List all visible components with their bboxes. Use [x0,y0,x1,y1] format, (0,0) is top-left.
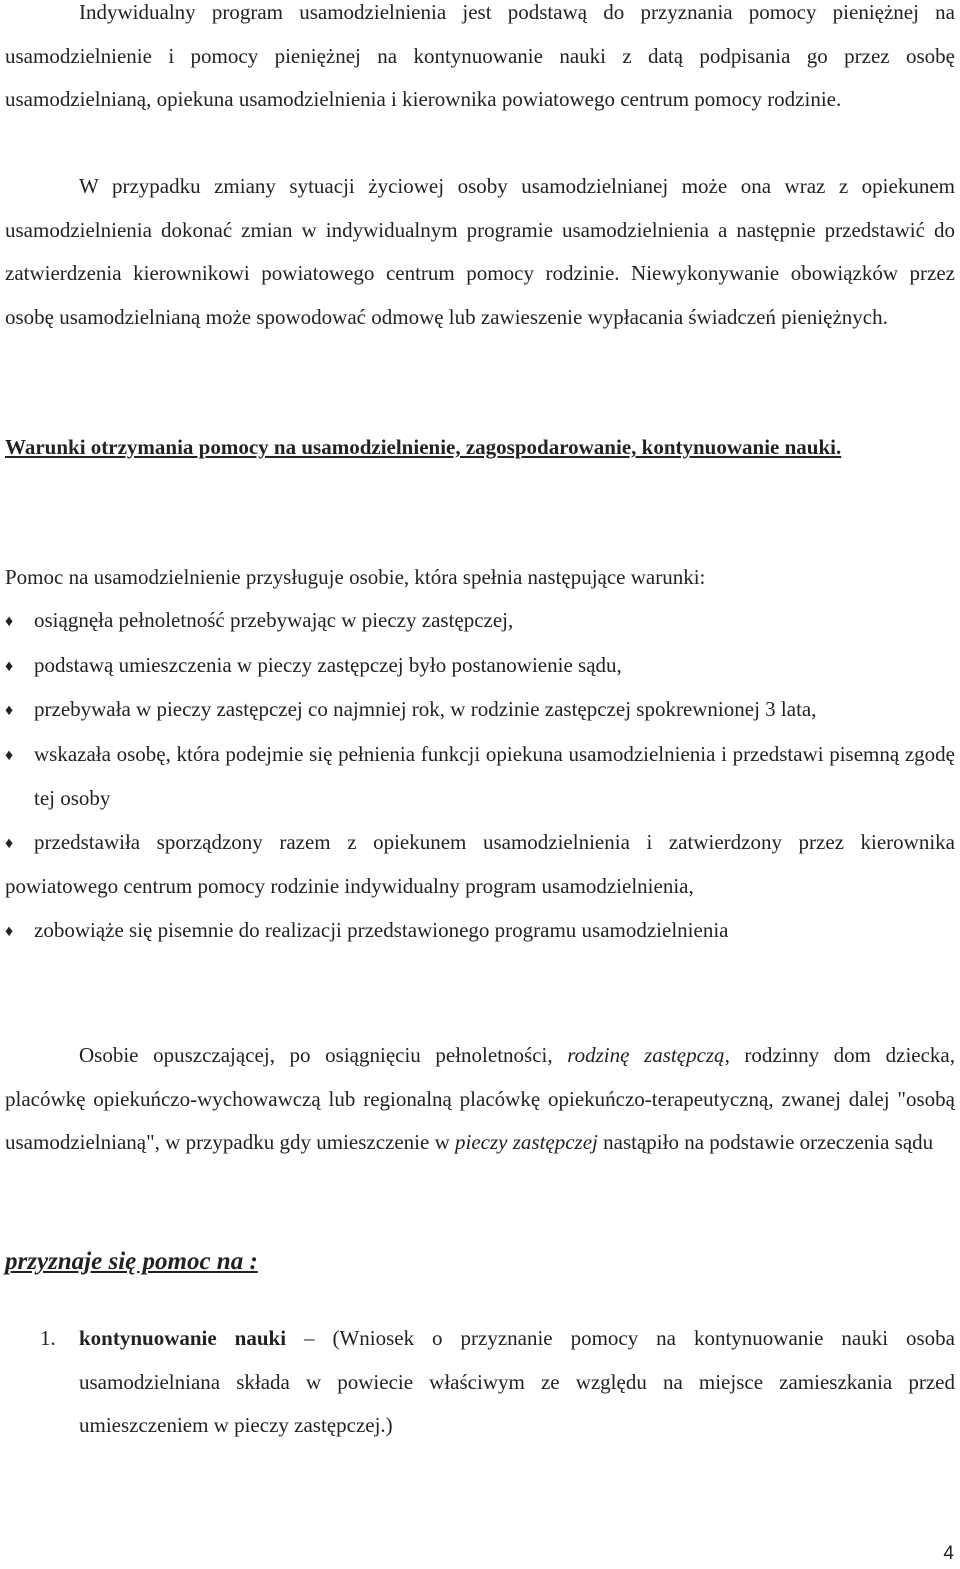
list-item [5,599,955,644]
conditions-list [5,599,955,953]
condition-text: zobowiąże się pisemnie do realizacji przedstawionego programu usamodzielnienia [34,917,729,942]
diamond-bullet-icon: ♦ [5,657,14,675]
paragraph-changes: W przypadku zmiany sytuacji życiowej osoby usamodzielnianej może ona wraz z opiekunem usamodzielnienia dokonać zmian w indywidualnym programie usamodzielnienia a następnie przedstawić do zatwierdzenia kierownikowi powiatowego centrum pomocy rodzinie. Niewykonywanie obowiązków przez osobę usamodzielnianą może spowodować odmowę lub zawieszenie wypłacania świadczeń pieniężnych. [5,174,955,329]
list-item [5,821,955,909]
paragraph-eligible [5,1034,955,1165]
condition-text: podstawą umieszczenia w pieczy zastępczej było postanowienie sądu, [34,652,622,677]
condition-text: przebywała w pieczy zastępczej co najmniej rok, w rodzinie zastępczej spokrewnionej 3 lata, [34,697,817,721]
eligible-text: Osobie opuszczającej, po osiągnięciu pełnoletności, [79,1043,568,1067]
numbered-item [79,1317,955,1448]
section-title: przyznaje się pomoc na : [5,1248,258,1275]
eligible-italic-text: rodzinę zastępczą [567,1043,725,1067]
numbered-list [40,1317,955,1448]
conditions-intro: Pomoc na usamodzielnienie przysługuje osobie, która spełnia następujące warunki: [5,565,706,589]
list-item [5,733,955,821]
list-item [5,909,955,954]
diamond-bullet-icon: ♦ [5,613,14,630]
numbered-item-title: kontynuowanie nauki [79,1326,287,1350]
condition-text: przedstawiła sporządzony razem z opiekunem usamodzielnienia i zatwierdzony przez kierownika powiatowego centrum pomocy rodzinie indywidualny program usamodzielnienia, [5,829,955,898]
paragraph-program: Indywidualny program usamodzielnienia jest podstawą do przyznania pomocy pieniężnej na usamodzielnienie i pomocy pieniężnej na kontynuowanie nauki z datą podpisania go przez osobę usamodzielnianą, opiekuna usamodzielnienia i kierownika powiatowego centrum pomocy rodzinie. [5,0,955,111]
numbered-item-text: – (Wniosek o przyznanie pomocy na kontynuowanie nauki osoba usamodzielniana składa w powiecie właściwym ze względu na miejsce zamieszkania przed umieszczeniem w pieczy zastępczej.) [79,1326,955,1437]
diamond-bullet-icon: ♦ [5,834,14,852]
eligible-italic-text: pieczy zastępczej [455,1130,598,1154]
diamond-bullet-icon: ♦ [5,702,14,719]
condition-text: wskazała osobę, która podejmie się pełnienia funkcji opiekuna usamodzielnienia i przedstawi pisemną zgodę tej osoby [34,741,955,810]
diamond-bullet-icon: ♦ [5,746,14,764]
heading-conditions: Warunki otrzymania pomocy na usamodzielnienie, zagospodarowanie, kontynuowanie nauki. [5,435,842,459]
diamond-bullet-icon: ♦ [5,922,14,940]
list-item [5,644,955,689]
condition-text: osiągnęła pełnoletność przebywając w pieczy zastępczej, [34,608,514,632]
list-item [5,688,955,733]
eligible-text: , rodzinny dom dziecka, placówkę opiekuńczo-wychowawczą lub regionalną placówkę opiekuńczo-terapeutyczną, zwanej dalej "osobą usamodzielnianą", w przypadku gdy umieszczenie w [5,1043,955,1154]
list-number: 1. [40,1326,56,1350]
eligible-text: nastąpiło na podstawie orzeczenia sądu [597,1130,934,1154]
page-number: 4 [943,1543,954,1564]
